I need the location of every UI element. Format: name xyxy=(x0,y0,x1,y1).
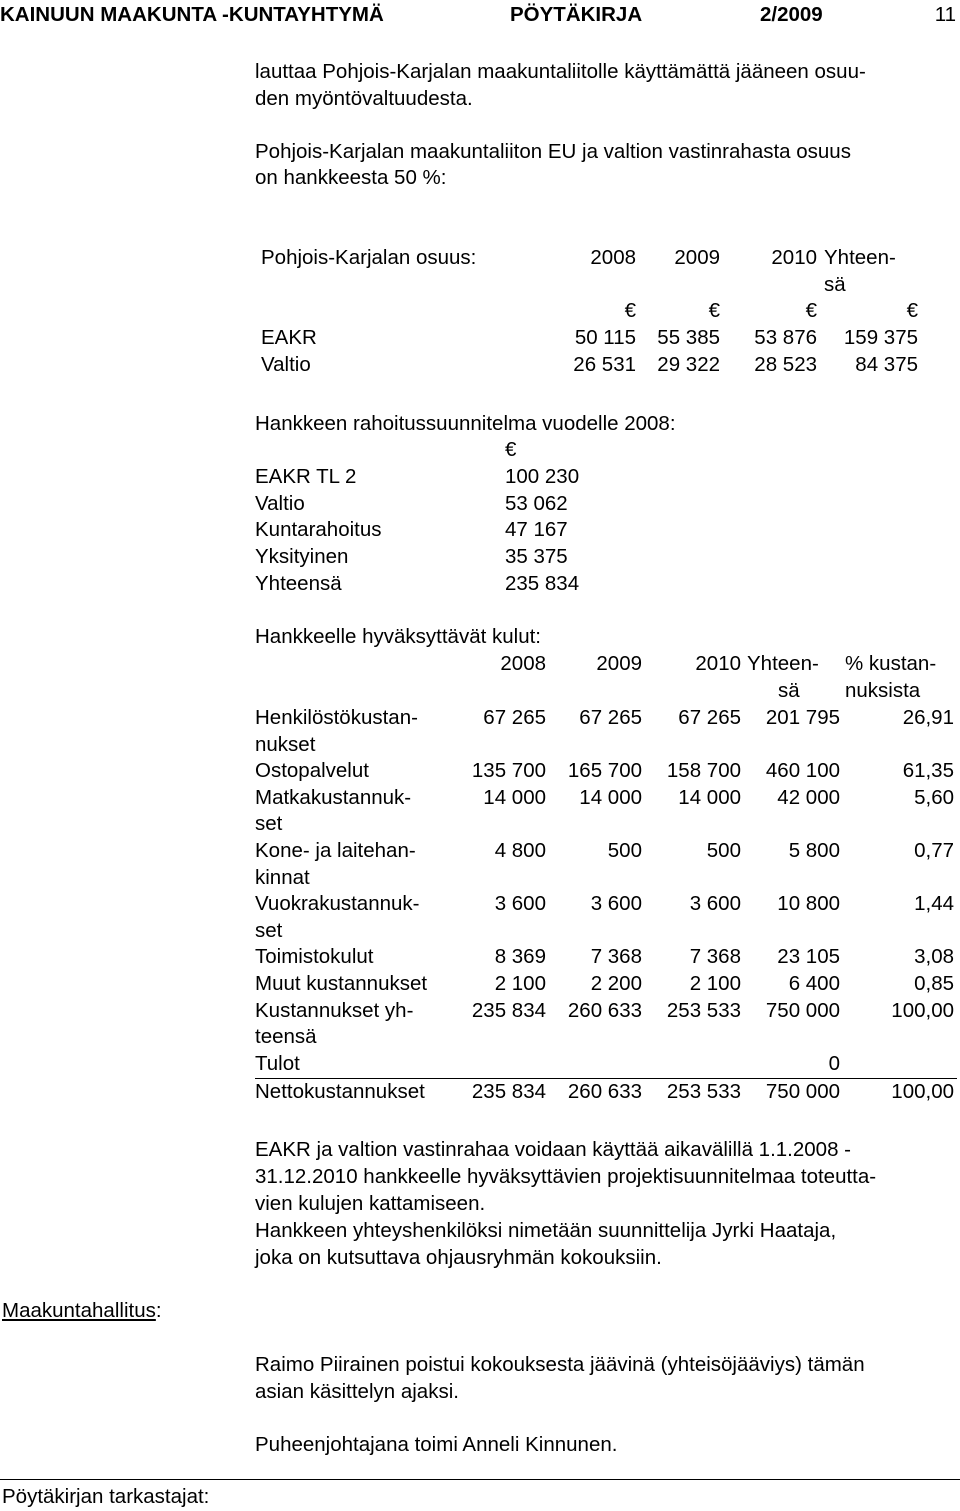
cost-cell: 750 000 xyxy=(765,998,840,1022)
cost-row-label xyxy=(255,705,418,758)
closing-line-2: 31.12.2010 hankkeelle hyväksyttävien projektisuunnitelmaa toteutta- xyxy=(255,1165,877,1188)
intro-line-1: lauttaa Pohjois-Karjalan maakuntaliitolle käyttämättä jääneen osuu- xyxy=(255,60,866,83)
page-number: 11 xyxy=(934,3,956,26)
share-table-title: Pohjois-Karjalan osuus: xyxy=(261,246,477,269)
plan-row-value: 47 167 xyxy=(505,518,568,541)
cost-total-header-1: Yhteen- xyxy=(747,652,819,675)
share-row-label: Valtio xyxy=(261,353,311,376)
share-currency-3: € xyxy=(805,299,817,322)
cost-row-label-line: Kustannukset yh- xyxy=(255,998,414,1022)
cost-row-label-line: Henkilöstökustan- xyxy=(255,706,418,729)
cost-cell: 2 200 xyxy=(590,972,642,995)
cost-cell: 6 400 xyxy=(788,972,840,995)
cost-cell: 0,77 xyxy=(914,839,954,862)
cost-total-header-2: sä xyxy=(778,679,800,702)
cost-cell: 500 xyxy=(607,839,642,862)
cost-row-label-line: set xyxy=(255,918,283,942)
intro-line-4: on hankkeesta 50 %: xyxy=(255,166,447,189)
share-cell: 53 876 xyxy=(754,326,817,349)
cost-cell: 67 265 xyxy=(678,706,741,729)
plan-row-label: Yksityinen xyxy=(255,545,349,568)
cost-cell: 253 533 xyxy=(666,998,741,1022)
share-currency-1: € xyxy=(624,299,636,322)
cost-cell: 135 700 xyxy=(471,759,546,783)
cost-cell: 7 368 xyxy=(689,945,741,969)
closing-line-1: EAKR ja valtion vastinrahaa voidaan käyttää aikavälillä 1.1.2008 - xyxy=(255,1138,851,1161)
intro-line-3: Pohjois-Karjalan maakuntaliiton EU ja valtion vastinrahasta osuus xyxy=(255,140,851,163)
share-currency-4: € xyxy=(906,299,918,322)
cost-pct-header-1: % kustan- xyxy=(845,652,937,675)
footer-label: Pöytäkirjan tarkastajat: xyxy=(2,1485,210,1508)
share-total-header-2: sä xyxy=(824,273,846,296)
plan-row-label: Kuntarahoitus xyxy=(255,518,382,541)
share-cell: 50 115 xyxy=(574,326,636,349)
cost-row-label-line: nukset xyxy=(255,732,316,756)
closing-line-5: joka on kutsuttava ohjausryhmän kokouksiin. xyxy=(255,1246,662,1269)
cost-cell: 5 800 xyxy=(788,839,840,862)
cost-row-label xyxy=(255,785,411,838)
plan-table-title: Hankkeen rahoitussuunnitelma vuodelle 2008: xyxy=(255,412,676,435)
cost-row-label-line: Tulot xyxy=(255,1051,300,1075)
cost-cell: 61,35 xyxy=(902,759,954,783)
share-cell: 28 523 xyxy=(754,353,817,376)
cost-cell: 67 265 xyxy=(579,706,642,729)
cost-cell: 2 100 xyxy=(689,972,741,995)
cost-row-label xyxy=(255,944,374,971)
cost-row-label xyxy=(255,998,413,1051)
plan-row-label: Yhteensä xyxy=(255,572,342,595)
cost-cell: 3,08 xyxy=(914,945,954,969)
cost-cell: 7 368 xyxy=(590,945,642,969)
cost-year-2009: 2009 xyxy=(596,652,642,675)
cost-row-label-line: teensä xyxy=(255,1025,317,1049)
share-cell: 159 375 xyxy=(843,326,918,349)
share-cell: 84 375 xyxy=(855,353,918,376)
plan-row-value: 235 834 xyxy=(505,572,580,595)
cost-cell: 235 834 xyxy=(471,998,546,1022)
cost-cell: 100,00 xyxy=(891,1079,954,1103)
cost-row-label xyxy=(255,971,427,998)
cost-row-label-line: Vuokrakustannuk- xyxy=(255,892,420,916)
cost-cell: 158 700 xyxy=(666,759,741,783)
cost-row-label xyxy=(255,758,369,785)
plan-row-value: 100 230 xyxy=(505,465,580,488)
cost-row-label-line: Nettokustannukset xyxy=(255,1079,425,1103)
cost-cell: 0,85 xyxy=(914,972,954,995)
share-year-2008: 2008 xyxy=(590,246,636,269)
cost-cell: 8 369 xyxy=(494,945,546,969)
cost-cell: 260 633 xyxy=(567,1079,642,1103)
cost-cell: 235 834 xyxy=(471,1079,546,1103)
cost-cell: 14 000 xyxy=(678,785,741,809)
cost-table-title: Hankkeelle hyväksyttävät kulut: xyxy=(255,625,541,648)
cost-cell: 201 795 xyxy=(765,706,840,729)
cost-row-label-line: Kone- ja laitehan- xyxy=(255,839,416,862)
cost-cell: 42 000 xyxy=(777,785,840,809)
cost-year-2008: 2008 xyxy=(500,652,546,675)
closing-line-3: vien kulujen kattamiseen. xyxy=(255,1192,486,1215)
share-year-2009: 2009 xyxy=(674,246,720,269)
cost-cell: 67 265 xyxy=(483,706,546,729)
cost-cell: 4 800 xyxy=(494,839,546,862)
cost-cell: 500 xyxy=(706,839,741,862)
board-label-text: Maakuntahallitus xyxy=(2,1299,156,1322)
cost-row-label-line: Matkakustannuk- xyxy=(255,785,412,809)
cost-cell: 260 633 xyxy=(567,998,642,1022)
board-label xyxy=(2,1298,162,1325)
cost-cell: 3 600 xyxy=(494,892,546,916)
cost-row-label-line: Muut kustannukset xyxy=(255,972,428,995)
cost-cell: 10 800 xyxy=(777,892,840,916)
share-total-header-1: Yhteen- xyxy=(824,246,896,269)
cost-cell: 165 700 xyxy=(567,759,642,783)
cost-row-label-line: Ostopalvelut xyxy=(255,759,369,783)
share-cell: 55 385 xyxy=(657,326,720,349)
cost-pct-header-2: nuksista xyxy=(845,679,921,702)
intro-line-2: den myöntövaltuudesta. xyxy=(255,87,473,110)
plan-row-label: Valtio xyxy=(255,492,305,515)
table-divider xyxy=(255,1078,957,1079)
cost-cell: 5,60 xyxy=(914,785,954,809)
board-line-3: Puheenjohtajana toimi Anneli Kinnunen. xyxy=(255,1433,618,1456)
share-currency-2: € xyxy=(708,299,720,322)
cost-cell: 0 xyxy=(828,1051,840,1075)
cost-cell: 460 100 xyxy=(765,759,840,783)
cost-year-2010: 2010 xyxy=(695,652,741,675)
cost-cell: 750 000 xyxy=(765,1079,840,1103)
cost-row-label xyxy=(255,838,416,891)
cost-cell: 2 100 xyxy=(494,972,546,995)
header-org: KAINUUN MAAKUNTA -KUNTAYHTYMÄ xyxy=(0,3,384,26)
cost-cell: 14 000 xyxy=(579,785,642,809)
footer-divider xyxy=(0,1479,960,1480)
board-line-1: Raimo Piirainen poistui kokouksesta jäävinä (yhteisöjääviys) tämän xyxy=(255,1353,865,1376)
plan-row-label: EAKR TL 2 xyxy=(255,465,357,488)
cost-cell: 100,00 xyxy=(891,998,954,1022)
header-doc-type: PÖYTÄKIRJA xyxy=(510,3,643,26)
cost-cell: 26,91 xyxy=(902,706,954,729)
share-cell: 26 531 xyxy=(573,353,636,376)
share-year-2010: 2010 xyxy=(771,246,817,269)
cost-cell: 1,44 xyxy=(914,892,954,916)
board-label-colon: : xyxy=(155,1299,162,1322)
cost-cell: 3 600 xyxy=(590,892,642,916)
share-row-label: EAKR xyxy=(261,326,317,349)
cost-row-label-line: set xyxy=(255,812,283,836)
plan-row-value: 53 062 xyxy=(505,492,568,515)
share-cell: 29 322 xyxy=(657,353,720,376)
cost-cell: 23 105 xyxy=(777,945,840,969)
cost-row-label xyxy=(255,1051,300,1078)
cost-cell: 3 600 xyxy=(689,892,741,916)
cost-cell: 14 000 xyxy=(483,785,546,809)
cost-row-label-line: kinnat xyxy=(255,865,310,889)
plan-currency: € xyxy=(505,438,517,461)
board-line-2: asian käsittelyn ajaksi. xyxy=(255,1380,459,1403)
plan-row-value: 35 375 xyxy=(505,545,568,568)
cost-row-label-line: Toimistokulut xyxy=(255,945,374,969)
cost-row-label xyxy=(255,1079,425,1106)
cost-cell: 253 533 xyxy=(666,1079,741,1103)
cost-row-label xyxy=(255,891,419,944)
closing-line-4: Hankkeen yhteyshenkilöksi nimetään suunnittelija Jyrki Haataja, xyxy=(255,1219,837,1242)
header-doc-number: 2/2009 xyxy=(760,3,823,26)
